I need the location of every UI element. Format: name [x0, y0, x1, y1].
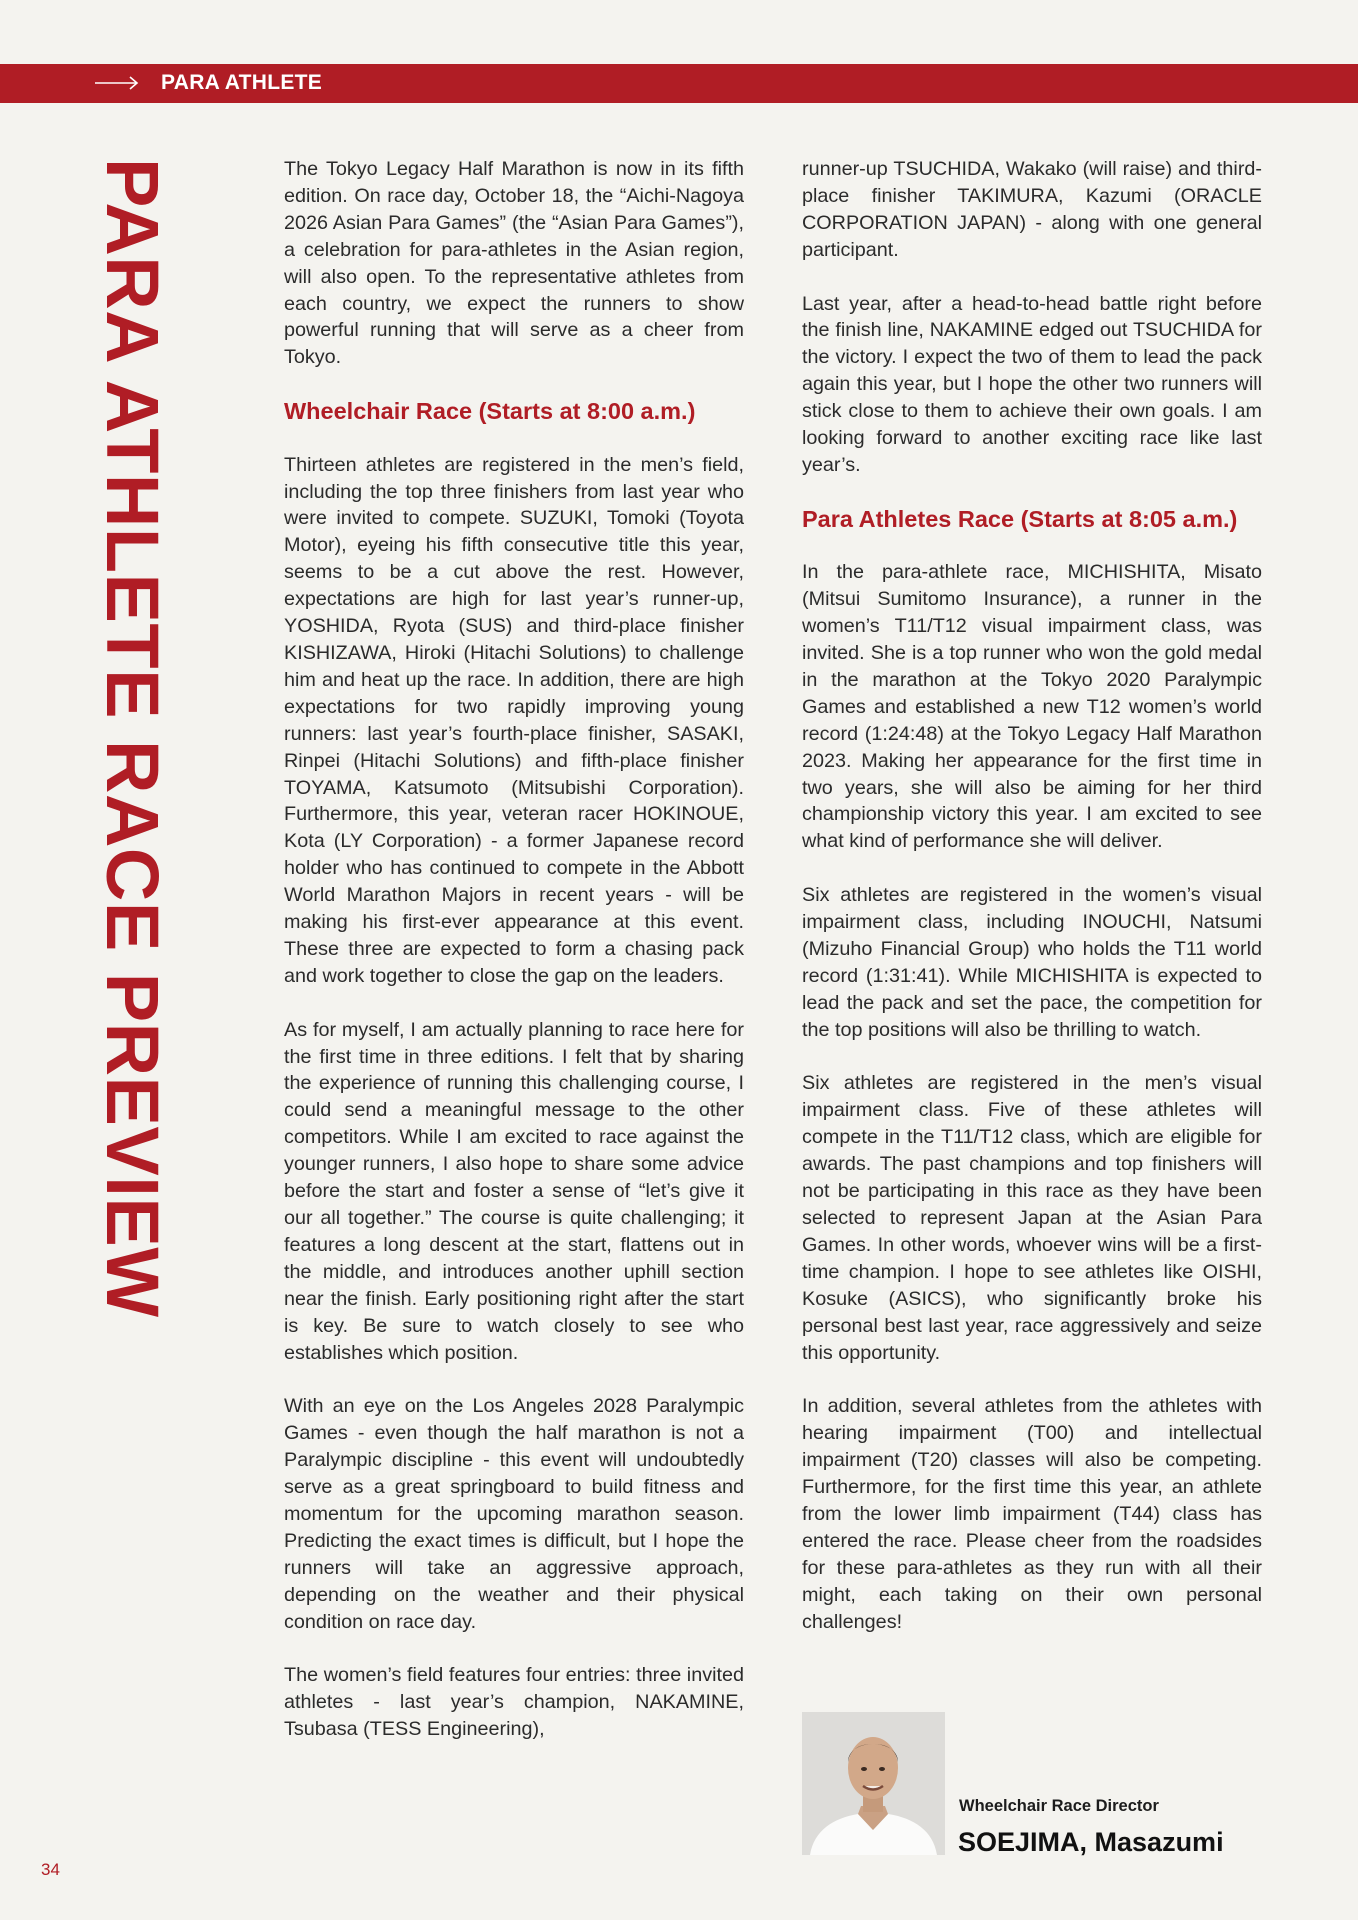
- person-portrait-icon: [802, 1712, 945, 1855]
- section-label: PARA ATHLETE: [161, 71, 323, 94]
- paragraph: In the para-athlete race, MICHISHITA, Misato (Mitsui Sumitomo Insurance), a runner in the women’s T11/T12 visual impairment class, was invited. She is a top runner who won the gold medal in the marathon at the Tokyo 2020 Paralympic Games and established a new T12 women’s world record (1:24:48) at the Tokyo Legacy Half Marathon 2023. Making her appearance for the first time in two years, she will also be aiming for her third championship victory this year. I am excited to see what kind of performance she will deliver.: [802, 561, 1262, 853]
- author-role: Wheelchair Race Director: [959, 1797, 1159, 1815]
- author-name: SOEJIMA, Masazumi: [958, 1827, 1224, 1857]
- paragraph: Six athletes are registered in the men’s visual impairment class. Five of these athletes will compete in the T11/T12 class, which are eligible for awards. The past champions and top finishers will not be participating in this race as they have been selected to represent Japan at the Asian Para Games. In other words, whoever wins will be a first-time champion. I hope to see athletes like OISHI, Kosuke (ASICS), who significantly broke his personal best last year, race aggressively and seize this opportunity.: [802, 1072, 1262, 1364]
- paragraph: Six athletes are registered in the women’s visual impairment class, including INOUCHI, Natsumi (Mizuho Financial Group) who holds the T11 world record (1:31:41). While MICHISHITA is expected to lead the pack and set the pace, the competition for the top positions will also be thrilling to watch.: [802, 884, 1262, 1041]
- left-text-column: [284, 156, 744, 1770]
- paragraph: runner-up TSUCHIDA, Wakako (will raise) and third-place finisher TAKIMURA, Kazumi (ORACLE CORPORATION JAPAN) - along with one general participant.: [802, 158, 1262, 261]
- page-number: 34: [41, 1860, 60, 1879]
- paragraph: In addition, several athletes from the athletes with hearing impairment (T00) and intellectual impairment (T20) classes will also be competing. Furthermore, for the first time this year, an athlete from the lower limb impairment (T44) class has entered the race. Please cheer from the roadsides for these para-athletes as they run with all their might, each taking on their own personal challenges!: [802, 1395, 1262, 1633]
- long-right-arrow-icon: [95, 72, 139, 94]
- vertical-page-title: PARA ATHLETE RACE PREVIEW: [91, 158, 174, 1318]
- section-heading-wheelchair: Wheelchair Race (Starts at 8:00 a.m.): [284, 398, 696, 425]
- paragraph: The women’s field features four entries: three invited athletes - last year’s champion, NAKAMINE, Tsubasa (TESS Engineering),: [284, 1664, 744, 1741]
- right-text-column: [802, 156, 1262, 1662]
- paragraph: As for myself, I am actually planning to race here for the first time in three editions. I felt that by sharing the experience of running this challenging course, I could send a meaningful message to the other competitors. While I am excited to race against the younger runners, I also hope to share some advice before the start and foster a sense of “let’s give it our all together.” The course is quite challenging; it features a long descent at the start, flattens out in the middle, and introduces another uphill section near the finish. Early positioning right after the start is key. Be sure to watch closely to see who establishes which position.: [284, 1018, 744, 1364]
- paragraph: Last year, after a head-to-head battle right before the finish line, NAKAMINE edged out TSUCHIDA for the victory. I expect the two of them to lead the pack again this year, but I hope the other two runners will stick close to them to achieve their own goals. I am looking forward to another exciting race like last year’s.: [802, 292, 1262, 476]
- author-portrait-photo: [802, 1712, 945, 1855]
- paragraph: With an eye on the Los Angeles 2028 Paralympic Games - even though the half marathon is not a Paralympic discipline - this event will undoubtedly serve as a great springboard to build fitness and momentum for the upcoming marathon season. Predicting the exact times is difficult, but I hope the runners will take an aggressive approach, depending on the weather and their physical condition on race day.: [284, 1395, 744, 1633]
- section-heading-para-athletes: Para Athletes Race (Starts at 8:05 a.m.): [802, 505, 1238, 532]
- paragraph: The Tokyo Legacy Half Marathon is now in its fifth edition. On race day, October 18, the “Aichi-Nagoya 2026 Asian Para Games” (the “Asian Para Games”), a celebration for para-athletes in the Asian region, will also open. To the representative athletes from each country, we expect the runners to show powerful running that will serve as a cheer from Tokyo.: [284, 158, 744, 369]
- paragraph: Thirteen athletes are registered in the men’s field, including the top three finishers from last year who were invited to compete. SUZUKI, Tomoki (Toyota Motor), eyeing his fifth consecutive title this year, seems to be a cut above the rest. However, expectations are high for last year’s runner-up, YOSHIDA, Ryota (SUS) and third-place finisher KISHIZAWA, Hiroki (Hitachi Solutions) to challenge him and heat up the race. In addition, there are high expectations for two rapidly improving young runners: last year’s fourth-place finisher, SASAKI, Rinpei (Hitachi Solutions) and fifth-place finisher TOYAMA, Katsumoto (Mitsubishi Corporation). Furthermore, this year, veteran racer HOKINOUE, Kota (LY Corporation) - a former Japanese record holder who has continued to compete in the Abbott World Marathon Majors in recent years - will be making his first-ever appearance at this event. These three are expected to form a chasing pack and work together to close the gap on the leaders.: [284, 453, 744, 987]
- section-banner: [0, 64, 1358, 103]
